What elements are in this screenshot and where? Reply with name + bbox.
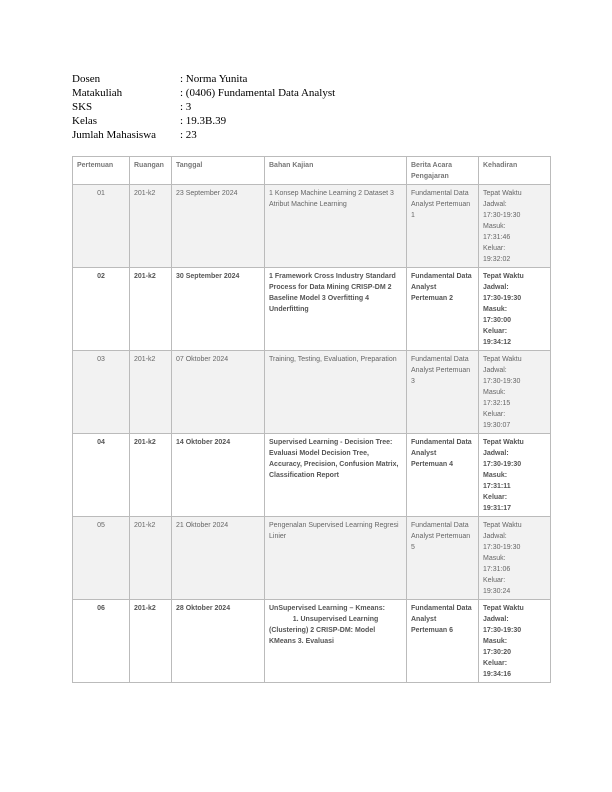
- cell-ruangan: 201-k2: [130, 434, 172, 517]
- cell-bahan-kajian: Supervised Learning - Decision Tree: Evaluasi Model Decision Tree, Accuracy, Precision, Confusion Matrix, Classification Report: [265, 434, 407, 517]
- table-row: [73, 600, 551, 683]
- cell-ruangan: 201-k2: [130, 351, 172, 434]
- header-kehadiran: Kehadiran: [479, 157, 551, 185]
- cell-berita-acara: Fundamental Data Analyst Pertemuan 5: [407, 517, 479, 600]
- cell-bahan-kajian: Training, Testing, Evaluation, Preparation: [265, 351, 407, 434]
- kehadiran-jadwal: 17:30-19:30: [483, 461, 522, 468]
- kehadiran-masuk: 17:32:15: [483, 400, 511, 407]
- info-row-jumlah-mahasiswa: [72, 128, 335, 142]
- kehadiran-masuk: 17:30:20: [483, 649, 512, 656]
- info-label: SKS: [72, 101, 93, 113]
- table-row: [73, 268, 551, 351]
- info-label: Kelas: [72, 115, 98, 127]
- cell-ruangan: 201-k2: [130, 268, 172, 351]
- kehadiran-keluar: 19:34:16: [483, 671, 512, 678]
- kehadiran-keluar: 19:32:02: [483, 256, 511, 263]
- kehadiran-masuk: 17:31:46: [483, 234, 511, 241]
- info-row-kelas: [72, 114, 335, 128]
- info-value: : 19.3B.39: [180, 115, 227, 127]
- cell-berita-acara: Fundamental Data Analyst Pertemuan 3: [407, 351, 479, 434]
- kehadiran-status: Tepat Waktu: [483, 605, 524, 612]
- kehadiran-status: Tepat Waktu: [483, 439, 524, 446]
- table-row: [73, 185, 551, 268]
- kehadiran-status: Tepat Waktu: [483, 356, 522, 363]
- cell-pertemuan: 03: [73, 351, 130, 434]
- cell-bahan-kajian: 1 Framework Cross Industry Standard Process for Data Mining CRISP-DM 2 Baseline Model 3 Overfitting 4 Underfitting: [265, 268, 407, 351]
- info-label: Matakuliah: [72, 87, 123, 99]
- cell-kehadiran: [479, 351, 551, 434]
- cell-berita-acara: Fundamental Data Analyst Pertemuan 1: [407, 185, 479, 268]
- info-value: : 3: [180, 101, 192, 113]
- table-row: [73, 351, 551, 434]
- kehadiran-keluar: 19:34:12: [483, 339, 512, 346]
- cell-pertemuan: 02: [73, 268, 130, 351]
- kehadiran-status: Tepat Waktu: [483, 273, 524, 280]
- kehadiran-masuk-label: Masuk:: [483, 389, 506, 396]
- kehadiran-keluar: 19:30:24: [483, 588, 511, 595]
- cell-pertemuan: 05: [73, 517, 130, 600]
- cell-ruangan: 201-k2: [130, 185, 172, 268]
- kehadiran-keluar: 19:31:17: [483, 505, 512, 512]
- cell-pertemuan: 06: [73, 600, 130, 683]
- cell-bahan-kajian: [265, 600, 407, 683]
- header-ruangan: Ruangan: [130, 157, 172, 185]
- info-row-sks: [72, 100, 335, 114]
- kehadiran-keluar-label: Keluar:: [483, 411, 506, 418]
- cell-kehadiran: [479, 185, 551, 268]
- kehadiran-keluar: 19:30:07: [483, 422, 511, 429]
- info-value: : (0406) Fundamental Data Analyst: [180, 87, 336, 99]
- kehadiran-keluar-label: Keluar:: [483, 660, 508, 667]
- header-berita-acara: Berita Acara Pengajaran: [407, 157, 479, 185]
- kehadiran-jadwal: 17:30-19:30: [483, 212, 521, 219]
- cell-kehadiran: [479, 517, 551, 600]
- kehadiran-jadwal: 17:30-19:30: [483, 295, 522, 302]
- info-row-dosen: [72, 72, 335, 86]
- cell-kehadiran: [479, 600, 551, 683]
- info-label: Jumlah Mahasiswa: [72, 129, 157, 141]
- cell-kehadiran: [479, 268, 551, 351]
- kehadiran-status: Tepat Waktu: [483, 522, 522, 529]
- kehadiran-masuk: 17:31:11: [483, 483, 511, 490]
- cell-kehadiran: [479, 434, 551, 517]
- course-info: [72, 72, 335, 142]
- cell-tanggal: 30 September 2024: [172, 268, 265, 351]
- cell-tanggal: 21 Oktober 2024: [172, 517, 265, 600]
- header-tanggal: Tanggal: [172, 157, 265, 185]
- table-header-row: [73, 157, 551, 185]
- cell-berita-acara: Fundamental Data Analyst Pertemuan 6: [407, 600, 479, 683]
- kehadiran-keluar-label: Keluar:: [483, 328, 508, 335]
- kehadiran-status: Tepat Waktu: [483, 190, 522, 197]
- kehadiran-jadwal-label: Jadwal:: [483, 201, 507, 208]
- cell-tanggal: 28 Oktober 2024: [172, 600, 265, 683]
- kehadiran-keluar-label: Keluar:: [483, 245, 506, 252]
- kehadiran-masuk-label: Masuk:: [483, 223, 506, 230]
- kehadiran-jadwal-label: Jadwal:: [483, 284, 509, 291]
- cell-berita-acara: Fundamental Data Analyst Pertemuan 2: [407, 268, 479, 351]
- info-label: Dosen: [72, 73, 101, 85]
- cell-ruangan: 201-k2: [130, 600, 172, 683]
- kehadiran-masuk-label: Masuk:: [483, 306, 508, 313]
- kehadiran-keluar-label: Keluar:: [483, 494, 508, 501]
- kehadiran-jadwal-label: Jadwal:: [483, 616, 509, 623]
- kehadiran-jadwal: 17:30-19:30: [483, 544, 521, 551]
- attendance-table: [72, 156, 551, 683]
- kehadiran-jadwal: 17:30-19:30: [483, 378, 521, 385]
- cell-tanggal: 07 Oktober 2024: [172, 351, 265, 434]
- bahan-line: UnSupervised Learning – Kmeans:: [269, 605, 385, 612]
- kehadiran-jadwal-label: Jadwal:: [483, 533, 507, 540]
- kehadiran-masuk-label: Masuk:: [483, 472, 508, 479]
- kehadiran-masuk: 17:30:00: [483, 317, 512, 324]
- cell-bahan-kajian: 1 Konsep Machine Learning 2 Dataset 3 Atribut Machine Learning: [265, 185, 407, 268]
- cell-tanggal: 23 September 2024: [172, 185, 265, 268]
- kehadiran-masuk-label: Masuk:: [483, 638, 508, 645]
- cell-bahan-kajian: Pengenalan Supervised Learning Regresi Linier: [265, 517, 407, 600]
- cell-berita-acara: Fundamental Data Analyst Pertemuan 4: [407, 434, 479, 517]
- cell-tanggal: 14 Oktober 2024: [172, 434, 265, 517]
- cell-pertemuan: 04: [73, 434, 130, 517]
- bahan-line: 1. Unsupervised Learning: [292, 616, 379, 623]
- kehadiran-jadwal-label: Jadwal:: [483, 367, 507, 374]
- kehadiran-jadwal-label: Jadwal:: [483, 450, 509, 457]
- table-row: [73, 517, 551, 600]
- kehadiran-masuk-label: Masuk:: [483, 555, 506, 562]
- kehadiran-keluar-label: Keluar:: [483, 577, 506, 584]
- header-pertemuan: Pertemuan: [73, 157, 130, 185]
- cell-ruangan: 201-k2: [130, 517, 172, 600]
- info-value: : 23: [180, 129, 197, 141]
- cell-pertemuan: 01: [73, 185, 130, 268]
- kehadiran-jadwal: 17:30-19:30: [483, 627, 522, 634]
- table-row: [73, 434, 551, 517]
- info-value: : Norma Yunita: [180, 73, 248, 85]
- kehadiran-masuk: 17:31:06: [483, 566, 511, 573]
- info-row-matakuliah: [72, 86, 335, 100]
- header-bahan-kajian: Bahan Kajian: [265, 157, 407, 185]
- bahan-line: (Clustering) 2 CRISP-DM: Model KMeans 3. Evaluasi: [269, 627, 376, 645]
